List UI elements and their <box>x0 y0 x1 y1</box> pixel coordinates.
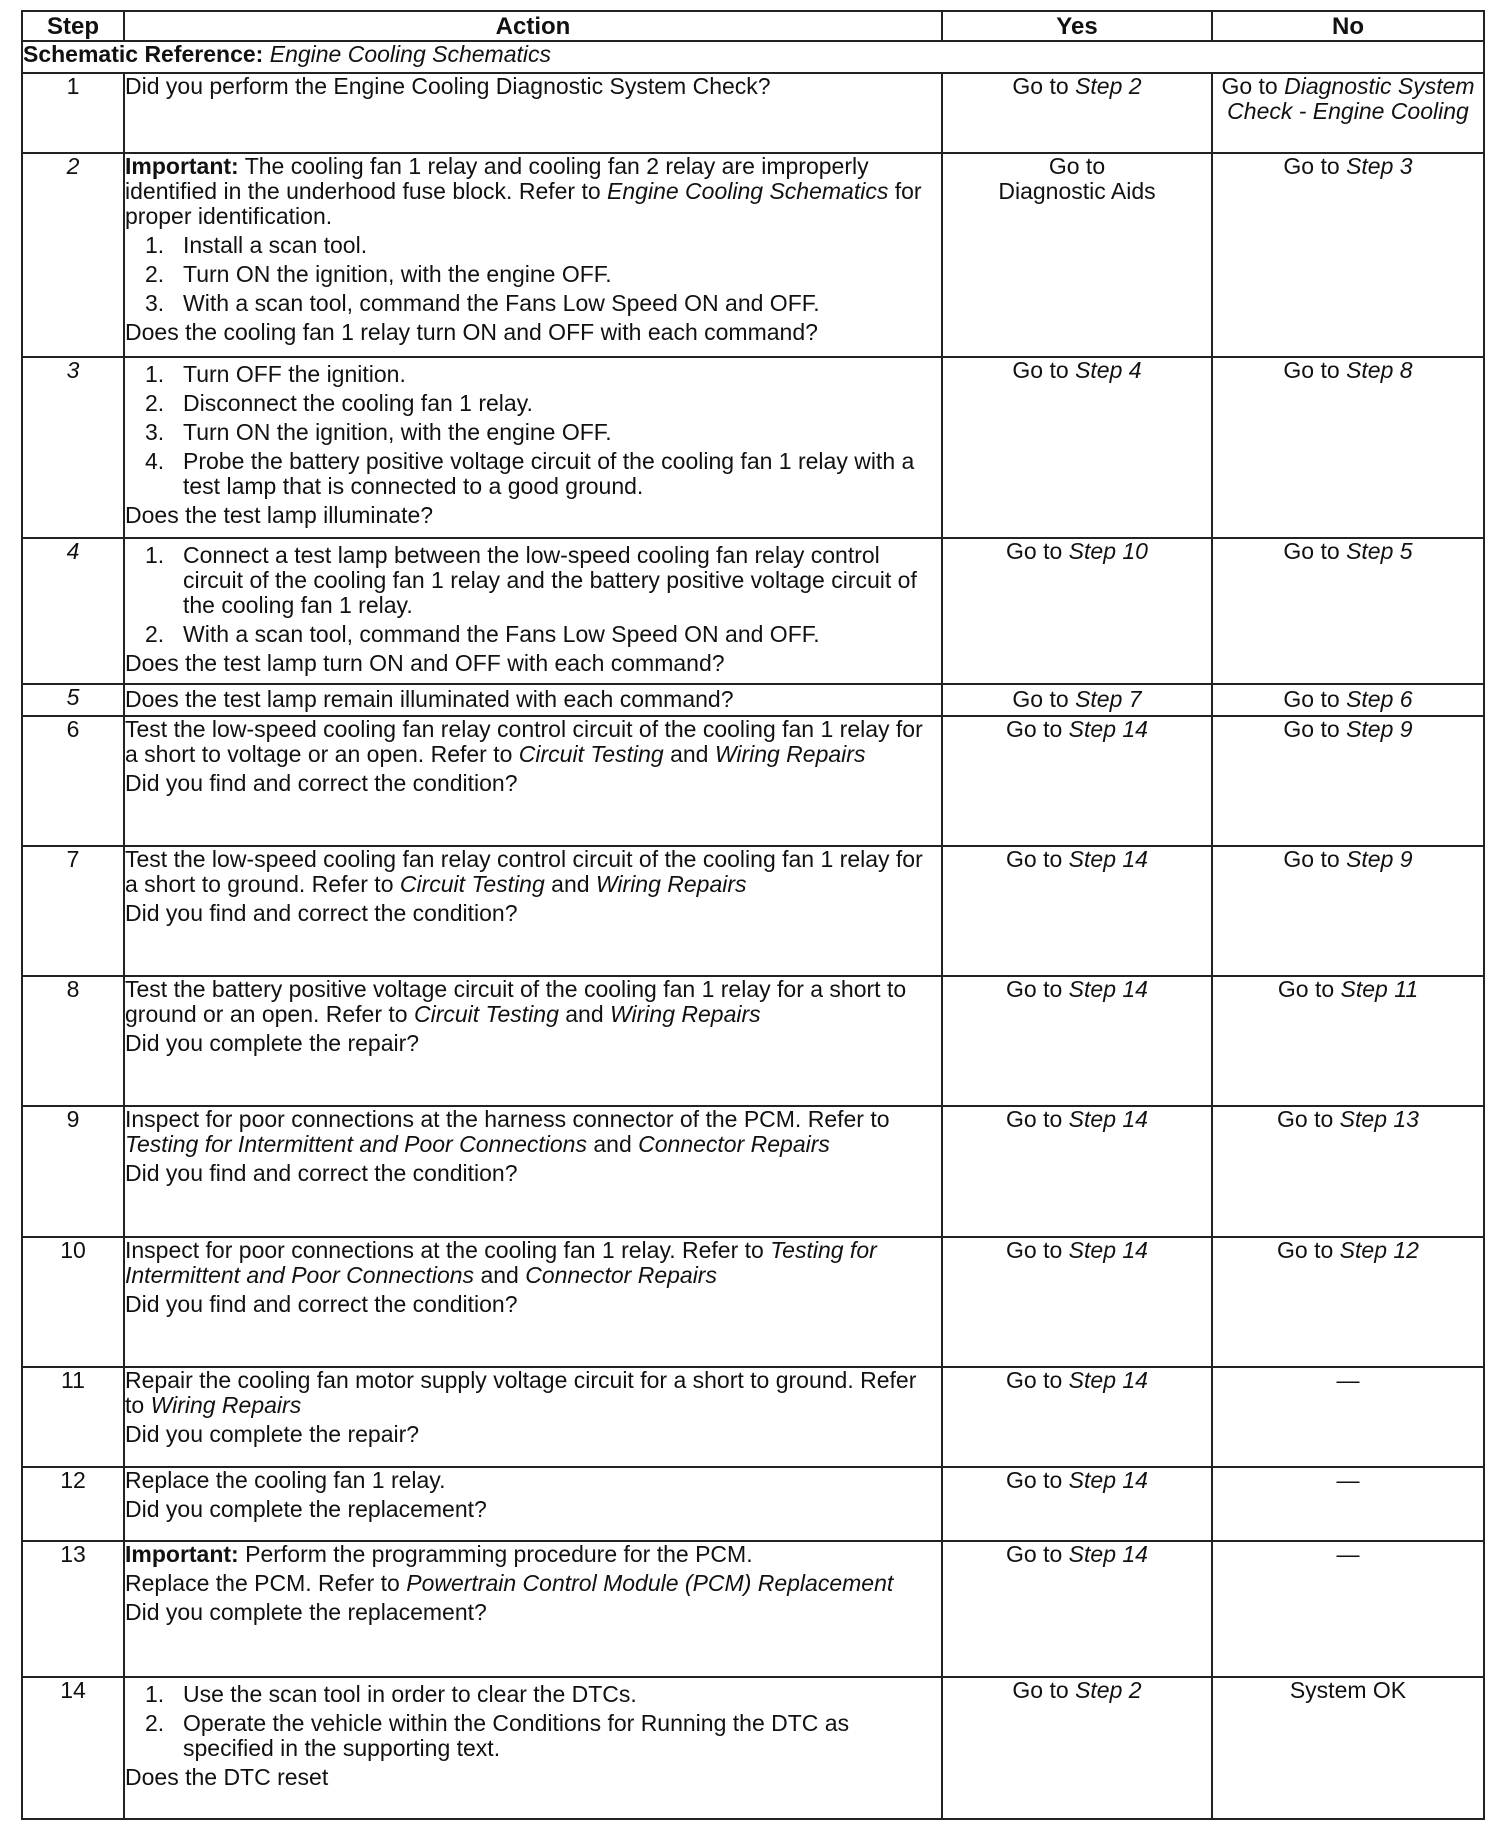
no-link[interactable]: Step 5 <box>1346 537 1413 564</box>
step-number: 5 <box>22 684 124 717</box>
reference-link[interactable]: Wiring Repairs <box>150 1391 302 1418</box>
list-item: 3. Turn ON the ignition, with the engine OFF. <box>145 418 612 445</box>
yes-link[interactable]: Step 2 <box>1075 73 1142 99</box>
table-row <box>22 716 1484 845</box>
header-row <box>22 11 1484 41</box>
no-cell[interactable]: Go to Step 9 <box>1212 846 1484 976</box>
question: Did you complete the repair? <box>125 1420 420 1447</box>
action-cell <box>124 1367 942 1467</box>
yes-link[interactable]: Step 14 <box>1068 845 1148 872</box>
yes-cell[interactable]: Go to Step 14 <box>942 976 1212 1106</box>
no-cell[interactable]: Go to Step 8 <box>1212 357 1484 538</box>
table-row <box>22 1367 1484 1467</box>
yes-link[interactable]: Step 4 <box>1075 356 1142 383</box>
yes-cell[interactable]: Go to Step 2 <box>942 73 1212 153</box>
yes-cell[interactable]: Go to Step 14 <box>942 1541 1212 1677</box>
action-cell <box>124 1467 942 1542</box>
no-link[interactable]: Step 11 <box>1340 975 1419 1002</box>
table-row <box>22 1237 1484 1367</box>
yes-cell[interactable]: Go to Step 2 <box>942 1677 1212 1819</box>
yes-cell[interactable]: Go to Step 14 <box>942 1367 1212 1467</box>
no-cell: System OK <box>1212 1677 1484 1819</box>
yes-cell[interactable]: Go to Step 4 <box>942 357 1212 538</box>
header-step: Step <box>22 11 124 41</box>
no-cell[interactable]: Go to Step 12 <box>1212 1237 1484 1367</box>
instruction: Test the low-speed cooling fan relay control circuit of the cooling fan 1 relay for a short to ground. Refer to Circuit Testing and Wiring Repairs <box>125 845 923 897</box>
step-list <box>125 233 941 316</box>
yes-cell[interactable]: Go to Step 14 <box>942 846 1212 976</box>
step-number: 13 <box>22 1541 124 1677</box>
step-number: 14 <box>22 1677 124 1819</box>
no-link[interactable]: Diagnostic System Check - Engine Cooling <box>1227 73 1475 124</box>
no-link[interactable]: Step 6 <box>1346 686 1413 713</box>
list-item: 2. Disconnect the cooling fan 1 relay. <box>145 389 533 416</box>
no-link[interactable]: Step 9 <box>1346 716 1413 743</box>
schematic-link[interactable]: Engine Cooling Schematics <box>269 41 552 68</box>
table-row <box>22 1677 1484 1819</box>
list-item: 2. Turn ON the ignition, with the engine OFF. <box>145 260 612 287</box>
action-cell <box>124 73 942 153</box>
action-cell <box>124 538 942 684</box>
no-link[interactable]: Step 13 <box>1339 1106 1419 1133</box>
yes-cell[interactable]: Go to Step 7 <box>942 684 1212 717</box>
question: Does the test lamp illuminate? <box>125 501 434 528</box>
step-number: 8 <box>22 976 124 1106</box>
no-cell: — <box>1212 1367 1484 1467</box>
reference-link[interactable]: Connector Repairs <box>525 1261 717 1288</box>
no-link[interactable]: Step 9 <box>1346 845 1413 872</box>
table-row <box>22 153 1484 357</box>
table-row <box>22 846 1484 976</box>
question: Did you complete the repair? <box>125 1029 420 1056</box>
no-cell[interactable]: Go to Step 11 <box>1212 976 1484 1106</box>
instruction: Inspect for poor connections at the cooling fan 1 relay. Refer to Testing for Intermittent and Poor Connections and Connector Repairs <box>125 1236 877 1288</box>
reference-link[interactable]: Powertrain Control Module (PCM) Replacement <box>406 1570 894 1597</box>
no-cell[interactable]: Go to Diagnostic System Check - Engine Cooling <box>1212 73 1484 153</box>
question: Did you find and correct the condition? <box>125 899 518 926</box>
question: Does the cooling fan 1 relay turn ON and OFF with each command? <box>125 318 818 345</box>
schematic-row <box>22 41 1484 73</box>
step-number: 2 <box>22 153 124 357</box>
important-note: Important: Perform the programming procedure for the PCM. <box>125 1541 753 1568</box>
table-row <box>22 357 1484 538</box>
header-action: Action <box>124 11 942 41</box>
list-item: 1. Use the scan tool in order to clear the DTCs. <box>145 1681 637 1708</box>
step-number: 11 <box>22 1367 124 1467</box>
step-number: 12 <box>22 1467 124 1542</box>
reference-link[interactable]: Connector Repairs <box>638 1131 830 1158</box>
yes-link[interactable]: Step 14 <box>1068 1106 1148 1133</box>
header-yes: Yes <box>942 11 1212 41</box>
step-number: 4 <box>22 538 124 684</box>
schematic-reference <box>22 41 1484 73</box>
no-cell[interactable]: Go to Step 3 <box>1212 153 1484 357</box>
list-item: 1. Connect a test lamp between the low-speed cooling fan relay control circuit of the cooling fan 1 relay and the battery positive voltage circuit of the cooling fan 1 relay. <box>145 541 917 618</box>
yes-cell[interactable]: Go to Step 14 <box>942 1467 1212 1542</box>
yes-link[interactable]: Go to Diagnostic Aids <box>998 152 1156 204</box>
yes-link[interactable]: Step 14 <box>1068 1541 1148 1568</box>
yes-cell[interactable]: Go to Step 10 <box>942 538 1212 684</box>
list-item: 1. Install a scan tool. <box>145 231 368 258</box>
list-item: 1. Turn OFF the ignition. <box>145 360 406 387</box>
no-link[interactable]: Step 8 <box>1346 356 1413 383</box>
yes-link[interactable]: Step 10 <box>1068 537 1148 564</box>
table-row <box>22 73 1484 153</box>
question: Did you find and correct the condition? <box>125 770 518 797</box>
table-row <box>22 976 1484 1106</box>
question: Did you find and correct the condition? <box>125 1290 518 1317</box>
no-cell[interactable]: Go to Step 13 <box>1212 1106 1484 1236</box>
no-cell: — <box>1212 1467 1484 1542</box>
reference-link[interactable]: Testing for Intermittent and Poor Connections <box>125 1236 877 1288</box>
instruction: Replace the cooling fan 1 relay. <box>125 1466 446 1493</box>
question: Does the DTC reset <box>125 1764 329 1791</box>
yes-link[interactable]: Step 14 <box>1068 975 1148 1002</box>
diagnostic-table <box>21 10 1485 1820</box>
yes-link[interactable]: Step 2 <box>1075 1677 1142 1704</box>
instruction: Repair the cooling fan motor supply voltage circuit for a short to ground. Refer to Wiring Repairs <box>125 1366 917 1418</box>
action-cell <box>124 1677 942 1819</box>
yes-link[interactable]: Step 14 <box>1068 716 1148 743</box>
table-row <box>22 1106 1484 1236</box>
action-cell <box>124 1541 942 1677</box>
no-link[interactable]: Step 12 <box>1339 1236 1419 1263</box>
action-cell <box>124 716 942 845</box>
step-list <box>125 543 941 647</box>
yes-link[interactable]: Step 14 <box>1068 1236 1148 1263</box>
action-cell <box>124 153 942 357</box>
action-cell <box>124 684 942 717</box>
action-cell <box>124 846 942 976</box>
important-note: Important: The cooling fan 1 relay and cooling fan 2 relay are improperly identified in the underhood fuse block. Refer to Engine Cooling Schematics for proper identification. <box>125 152 922 229</box>
list-item: 2. Operate the vehicle within the Conditions for Running the DTC as specified in the supporting text. <box>145 1710 850 1762</box>
question: Did you complete the replacement? <box>125 1495 487 1522</box>
no-cell[interactable]: Go to Step 9 <box>1212 716 1484 845</box>
header-no: No <box>1212 11 1484 41</box>
instruction: Test the low-speed cooling fan relay control circuit of the cooling fan 1 relay for a short to voltage or an open. Refer to Circuit Testing and Wiring Repairs <box>125 716 923 768</box>
action-cell <box>124 976 942 1106</box>
step-number: 3 <box>22 357 124 538</box>
action-cell <box>124 1106 942 1236</box>
yes-cell[interactable]: Go to Step 14 <box>942 1237 1212 1367</box>
step-number: 9 <box>22 1106 124 1236</box>
schematic-label: Schematic Reference: <box>23 41 264 68</box>
list-item: 3. With a scan tool, command the Fans Low Speed ON and OFF. <box>145 289 820 316</box>
action-cell <box>124 357 942 538</box>
no-cell[interactable]: Go to Step 5 <box>1212 538 1484 684</box>
yes-cell[interactable]: Go to Step 14 <box>942 716 1212 845</box>
reference-link[interactable]: Circuit Testing <box>399 870 545 897</box>
table-row <box>22 1467 1484 1542</box>
step-number: 6 <box>22 716 124 845</box>
list-item: 4. Probe the battery positive voltage circuit of the cooling fan 1 relay with a test lamp that is connected to a good ground. <box>145 447 915 499</box>
no-cell: — <box>1212 1541 1484 1677</box>
question: Did you find and correct the condition? <box>125 1160 518 1187</box>
table-row <box>22 684 1484 717</box>
no-cell[interactable]: Go to Step 6 <box>1212 684 1484 717</box>
table-row <box>22 1541 1484 1677</box>
reference-link[interactable]: Circuit Testing <box>413 1000 559 1027</box>
instruction: Replace the PCM. Refer to Powertrain Control Module (PCM) Replacement <box>125 1570 894 1597</box>
yes-link[interactable]: Step 14 <box>1068 1466 1148 1493</box>
question: Did you perform the Engine Cooling Diagnostic System Check? <box>125 73 771 99</box>
reference-link[interactable]: Testing for Intermittent and Poor Connections <box>125 1131 587 1158</box>
yes-cell[interactable] <box>942 153 1212 357</box>
step-number: 10 <box>22 1237 124 1367</box>
reference-link[interactable]: Circuit Testing <box>518 741 664 768</box>
step-list <box>125 1682 941 1761</box>
instruction: Test the battery positive voltage circuit of the cooling fan 1 relay for a short to ground or an open. Refer to Circuit Testing and Wiring Repairs <box>125 975 907 1027</box>
question: Does the test lamp remain illuminated with each command? <box>125 686 734 713</box>
reference-link[interactable]: Wiring Repairs <box>595 870 747 897</box>
step-number: 7 <box>22 846 124 976</box>
reference-link[interactable]: Engine Cooling Schematics <box>607 177 889 204</box>
list-item: 2. With a scan tool, command the Fans Low Speed ON and OFF. <box>145 620 820 647</box>
yes-cell[interactable]: Go to Step 14 <box>942 1106 1212 1236</box>
table-row <box>22 538 1484 684</box>
reference-link[interactable]: Wiring Repairs <box>714 741 866 768</box>
question: Did you complete the replacement? <box>125 1599 487 1626</box>
step-list <box>125 362 941 499</box>
step-number: 1 <box>22 73 124 153</box>
no-link[interactable]: Step 3 <box>1346 152 1413 179</box>
reference-link[interactable]: Wiring Repairs <box>610 1000 761 1027</box>
action-cell <box>124 1237 942 1367</box>
yes-link[interactable]: Step 14 <box>1068 1366 1148 1393</box>
question: Does the test lamp turn ON and OFF with each command? <box>125 649 725 676</box>
instruction: Inspect for poor connections at the harness connector of the PCM. Refer to Testing for Intermittent and Poor Connections and Connector Repairs <box>125 1106 890 1158</box>
yes-link[interactable]: Step 7 <box>1075 686 1142 713</box>
